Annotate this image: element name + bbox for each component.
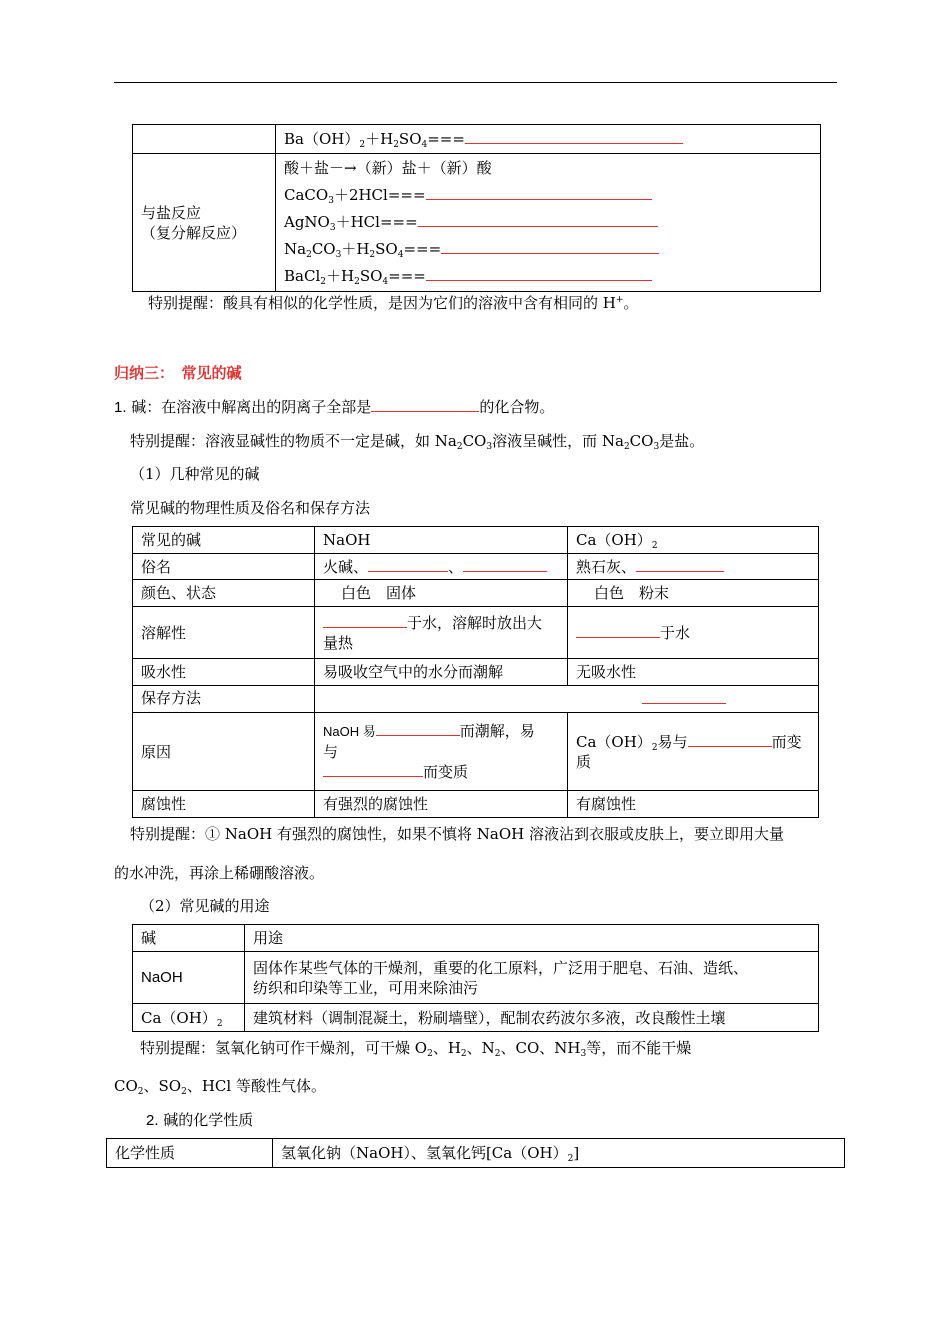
corrosion-tip-line2: 的水冲洗，再涂上稀硼酸溶液。 bbox=[114, 864, 325, 882]
physical-properties-table bbox=[132, 526, 819, 818]
table-cell: 无吸水性 bbox=[568, 659, 819, 686]
general-equation: 酸＋盐－→（新）盐＋（新）酸 bbox=[284, 159, 492, 177]
answer-blank[interactable] bbox=[368, 557, 448, 572]
row-label: $Ca(OH)_2$ bbox=[133, 1004, 245, 1032]
acid-tip: 特别提醒：酸具有相似的化学性质，是因为它们的溶液中含有相同的 H+。 bbox=[148, 294, 639, 312]
alkaline-tip: 特别提醒：溶液显碱性的物质不一定是碱，如 $Na_2CO_3$溶液呈碱性，而 $Na_2CO_3$是盐。 bbox=[130, 432, 705, 452]
row-label: 保存方法 bbox=[133, 686, 315, 713]
desiccant-tip-line2: $CO_2$、$SO_2$、HCl 等酸性气体。 bbox=[114, 1077, 326, 1097]
acid-reaction-table bbox=[132, 124, 821, 292]
answer-blank[interactable] bbox=[426, 266, 652, 281]
table-header: 氢氧化钠（NaOH）、氢氧化钙$[Ca(OH)_2]$ bbox=[273, 1139, 845, 1168]
table-header: 用途 bbox=[245, 925, 819, 952]
subheading: （1）几种常见的碱 bbox=[130, 465, 260, 483]
table-cell: 有腐蚀性 bbox=[568, 791, 819, 818]
table-cell: 易吸收空气中的水分而潮解 bbox=[315, 659, 568, 686]
row-label: NaOH bbox=[133, 952, 245, 1004]
row-label: 俗名 bbox=[133, 554, 315, 580]
table-cell bbox=[133, 154, 276, 292]
table-cell: 白色 固体 bbox=[315, 580, 568, 607]
row-label: 原因 bbox=[133, 713, 315, 791]
table-cell: 火碱、 、 bbox=[315, 554, 568, 580]
table-header: 常见的碱 bbox=[133, 527, 315, 554]
table-header: $Ca(OH)_2$ bbox=[568, 527, 819, 554]
table-header: NaOH bbox=[315, 527, 568, 554]
answer-blank[interactable] bbox=[376, 721, 460, 736]
table-cell: 白色 粉末 bbox=[568, 580, 819, 607]
answer-blank[interactable] bbox=[636, 557, 724, 572]
table-cell: 酸＋盐－→（新）盐＋（新）酸 CaCO$_3$＋2HCl=== AgNO$_3$＋HCl=== $Na_2CO_3+H_2SO_4===$ $BaCl_2+H_2SO_4===$ bbox=[276, 154, 821, 292]
section-title: 归纳三： 常见的碱 bbox=[114, 365, 242, 382]
table-cell bbox=[315, 686, 819, 713]
table-cell: 建筑材料（调制混凝土，粉刷墙壁），配制农药波尔多液，改良酸性土壤 bbox=[245, 1004, 819, 1032]
answer-blank[interactable] bbox=[576, 623, 660, 638]
row-label: 溶解性 bbox=[133, 607, 315, 659]
base-definition: 1. 碱：在溶液中解离出的阴离子全部是 的化合物。 bbox=[114, 398, 555, 416]
base-uses-table bbox=[132, 924, 819, 1032]
table-cell: $Ca(OH)_2$易与 而变 质 bbox=[568, 713, 819, 791]
table-cell: 固体作某些气体的干燥剂，重要的化工原料，广泛用于肥皂、石油、造纸、 纺织和印染等工业，可用来除油污 bbox=[245, 952, 819, 1004]
table-cell: 于水 bbox=[568, 607, 819, 659]
section-heading: 2. 碱的化学性质 bbox=[146, 1111, 254, 1129]
answer-blank[interactable] bbox=[642, 689, 726, 704]
answer-blank[interactable] bbox=[323, 613, 407, 628]
answer-blank[interactable] bbox=[323, 762, 423, 777]
row-label: 与盐反应 bbox=[141, 203, 202, 222]
table-cell: 有强烈的腐蚀性 bbox=[315, 791, 568, 818]
subheading: （2）常见碱的用途 bbox=[140, 897, 270, 915]
row-label: （复分解反应） bbox=[141, 223, 247, 242]
table-cell bbox=[133, 125, 276, 154]
answer-blank[interactable] bbox=[441, 239, 659, 254]
table-cell: 于水，溶解时放出大 量热 bbox=[315, 607, 568, 659]
table-caption: 常见碱的物理性质及俗名和保存方法 bbox=[130, 499, 371, 517]
table-cell: $Ba(OH)_2+H_2SO_4===$ bbox=[276, 125, 821, 154]
corrosion-tip-line1: 特别提醒：① NaOH 有强烈的腐蚀性，如果不慎将 NaOH 溶液沾到衣服或皮肤上，要立即用大量 bbox=[130, 825, 784, 843]
table-header: 碱 bbox=[133, 925, 245, 952]
table-header: 化学性质 bbox=[107, 1139, 273, 1168]
answer-blank[interactable] bbox=[463, 557, 547, 572]
row-label: 颜色、状态 bbox=[133, 580, 315, 607]
chemical-properties-table bbox=[106, 1138, 845, 1168]
answer-blank[interactable] bbox=[418, 212, 658, 227]
answer-blank[interactable] bbox=[465, 129, 683, 144]
row-label: 吸水性 bbox=[133, 659, 315, 686]
answer-blank[interactable] bbox=[371, 397, 479, 412]
row-label: 腐蚀性 bbox=[133, 791, 315, 818]
table-cell: 熟石灰、 bbox=[568, 554, 819, 580]
answer-blank[interactable] bbox=[688, 732, 772, 747]
table-cell: NaOH 易 而潮解，易 与 而变质 bbox=[315, 713, 568, 791]
desiccant-tip-line1: 特别提醒：氢氧化钠可作干燥剂，可干燥 $O_2$、$H_2$、$N_2$、CO、$NH_3$等，而不能干燥 bbox=[140, 1039, 692, 1059]
answer-blank[interactable] bbox=[426, 185, 652, 200]
header-rule bbox=[114, 82, 837, 83]
